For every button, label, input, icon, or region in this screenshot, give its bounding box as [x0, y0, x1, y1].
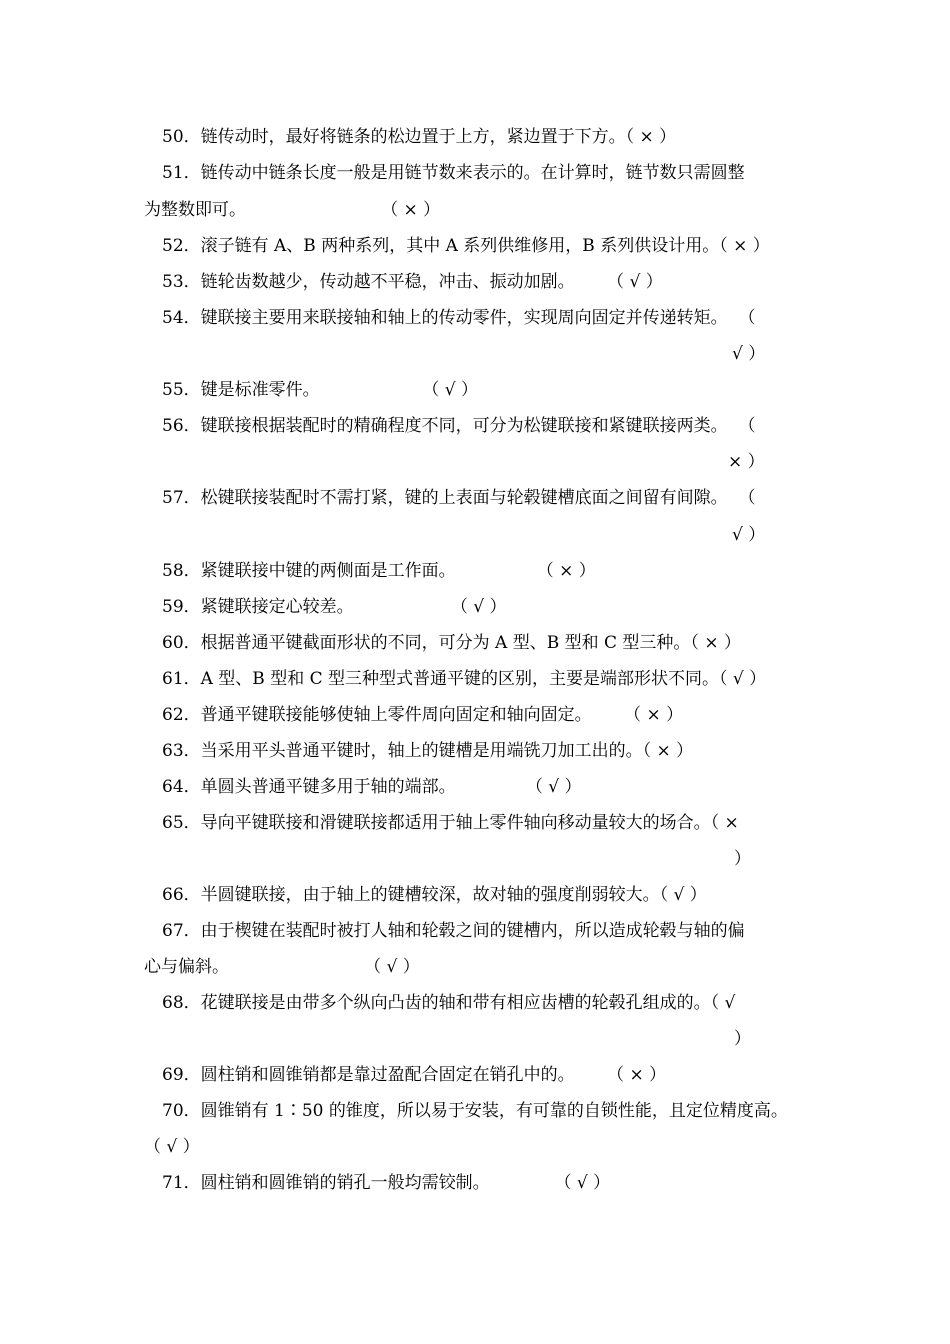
item-51-line-1: 51．链传动中链条长度一般是用链节数来表示的。在计算时，链节数只需圆整	[162, 163, 745, 183]
item-70-line-1: 70．圆锥销有 1∶50 的锥度，所以易于安装，有可靠的自锁性能，且定位精度高。	[162, 1101, 788, 1121]
item-55-line-1: 55．键是标准零件。 （ √ ）	[162, 380, 478, 400]
item-71-line-1: 71．圆柱销和圆锥销的销孔一般均需铰制。 （ √ ）	[162, 1173, 611, 1193]
item-52-line-1: 52．滚子链有 A、B 两种系列，其中 A 系列供维修用，B 系列供设计用。（ × ）	[162, 236, 770, 256]
item-68-line-1: 68．花键联接是由带多个纵向凸齿的轴和带有相应齿槽的轮毂孔组成的。（ √	[162, 993, 736, 1013]
item-57-line-1: 57．松键联接装配时不需打紧，键的上表面与轮毂键槽底面之间留有间隙。 （	[162, 488, 756, 508]
item-69-line-1: 69．圆柱销和圆锥销都是靠过盈配合固定在销孔中的。 （ × ）	[162, 1065, 667, 1085]
item-50-line-1: 50．链传动时，最好将链条的松边置于上方，紧边置于下方。（ × ）	[162, 127, 677, 147]
item-66-line-1: 66．半圆键联接，由于轴上的键槽较深，故对轴的强度削弱较大。（ √ ）	[162, 885, 707, 905]
item-67-line-2: 心与偏斜。 （ √ ）	[144, 957, 420, 977]
item-67-line-1: 67．由于楔键在装配时被打人轴和轮毂之间的键槽内，所以造成轮毂与轴的偏	[162, 921, 745, 941]
item-59-line-1: 59．紧键联接定心较差。 （ √ ）	[162, 597, 507, 617]
item-51-line-2: 为整数即可。 （ × ）	[144, 200, 441, 220]
item-53-line-1: 53．链轮齿数越少，传动越不平稳，冲击、振动加剧。 （ √ ）	[162, 272, 663, 292]
item-56-line-1: 56．键联接根据装配时的精确程度不同，可分为松键联接和紧键联接两类。 （	[162, 416, 756, 436]
item-60-line-1: 60．根据普通平键截面形状的不同，可分为 A 型、B 型和 C 型三种。（ × ）	[162, 633, 741, 653]
item-64-line-1: 64．单圆头普通平键多用于轴的端部。 （ √ ）	[162, 777, 582, 797]
item-58-line-1: 58．紧键联接中键的两侧面是工作面。 （ × ）	[162, 561, 596, 581]
item-54-line-1: 54．键联接主要用来联接轴和轴上的传动零件，实现周向固定并传递转矩。 （	[162, 308, 756, 328]
item-65-line-2: ）	[734, 849, 751, 869]
item-57-line-2: √ ）	[732, 525, 766, 545]
item-63-line-1: 63．当采用平头普通平键时，轴上的键槽是用端铣刀加工出的。（ × ）	[162, 741, 694, 761]
item-61-line-1: 61．A 型、B 型和 C 型三种型式普通平键的区别，主要是端部形状不同。（ √ ）	[162, 669, 767, 689]
item-62-line-1: 62．普通平键联接能够使轴上零件周向固定和轴向固定。 （ × ）	[162, 705, 684, 725]
item-65-line-1: 65．导向平键联接和滑键联接都适用于轴上零件轴向移动量较大的场合。（ ×	[162, 813, 739, 833]
item-70-line-2: （ √ ）	[144, 1137, 200, 1157]
item-68-line-2: ）	[734, 1029, 751, 1049]
item-54-line-2: √ ）	[732, 344, 766, 364]
item-56-line-2: × ）	[728, 452, 765, 472]
